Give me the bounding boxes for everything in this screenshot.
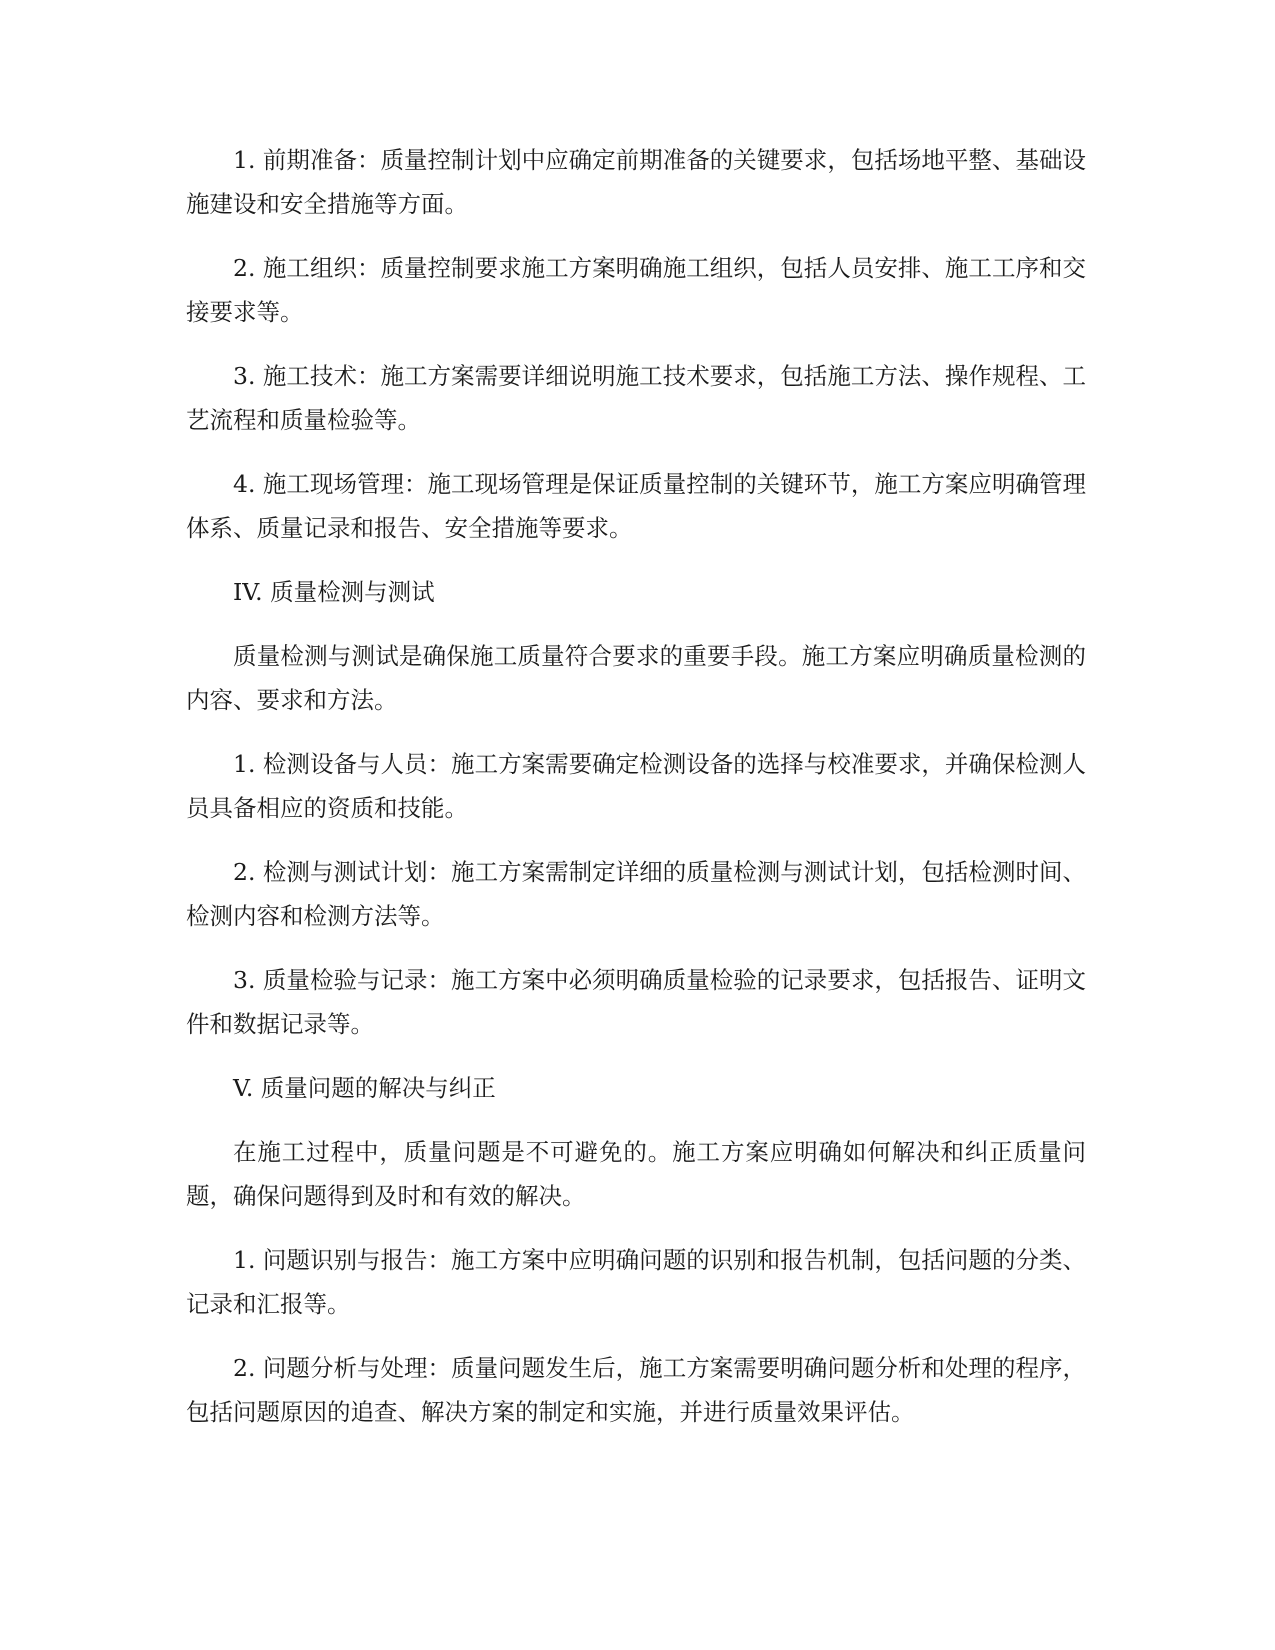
section-heading-iv: IV. 质量检测与测试 [233,578,435,606]
section-heading-v: V. 质量问题的解决与纠正 [233,1074,496,1102]
paragraph-organization: 2. 施工组织：质量控制要求施工方案明确施工组织，包括人员安排、施工工序和交接要求等。 [186,254,1086,326]
paragraph-problems-intro: 在施工过程中，质量问题是不可避免的。施工方案应明确如何解决和纠正质量问题，确保问题得到及时和有效的解决。 [186,1138,1086,1210]
paragraph-problem-identification: 1. 问题识别与报告：施工方案中应明确问题的识别和报告机制，包括问题的分类、记录和汇报等。 [186,1246,1086,1318]
paragraph-testing-plan: 2. 检测与测试计划：施工方案需制定详细的质量检测与测试计划，包括检测时间、检测内容和检测方法等。 [186,858,1086,930]
document-body [186,138,1086,1454]
paragraph-preparation: 1. 前期准备：质量控制计划中应确定前期准备的关键要求，包括场地平整、基础设施建设和安全措施等方面。 [186,146,1086,218]
paragraph-problem-analysis: 2. 问题分析与处理：质量问题发生后，施工方案需要明确问题分析和处理的程序，包括问题原因的追查、解决方案的制定和实施，并进行质量效果评估。 [186,1354,1086,1426]
paragraph-equipment-personnel: 1. 检测设备与人员：施工方案需要确定检测设备的选择与校准要求，并确保检测人员具备相应的资质和技能。 [186,750,1086,822]
paragraph-testing-intro: 质量检测与测试是确保施工质量符合要求的重要手段。施工方案应明确质量检测的内容、要求和方法。 [186,642,1086,714]
paragraph-inspection-records: 3. 质量检验与记录：施工方案中必须明确质量检验的记录要求，包括报告、证明文件和数据记录等。 [186,966,1086,1038]
paragraph-technique: 3. 施工技术：施工方案需要详细说明施工技术要求，包括施工方法、操作规程、工艺流程和质量检验等。 [186,362,1086,434]
paragraph-site-management: 4. 施工现场管理：施工现场管理是保证质量控制的关键环节，施工方案应明确管理体系、质量记录和报告、安全措施等要求。 [186,470,1086,542]
